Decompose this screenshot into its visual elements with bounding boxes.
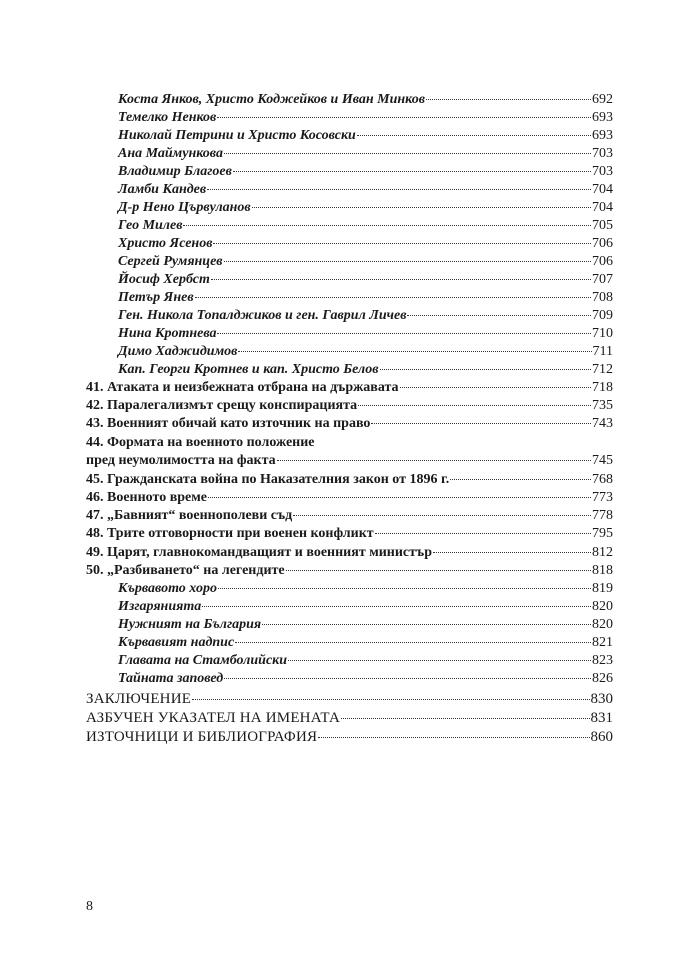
dot-leader: [208, 497, 591, 498]
dot-leader: [400, 387, 591, 388]
toc-entry-label: Петър Янев: [118, 290, 194, 305]
toc-entry-page: 821: [592, 635, 613, 650]
toc-entry-page: 703: [592, 164, 613, 179]
toc-entry-page: 707: [592, 272, 613, 287]
toc-entry: [118, 235, 613, 253]
toc-entry-page: 708: [592, 290, 613, 305]
toc-entry: [118, 109, 613, 127]
toc-entry: [118, 325, 613, 343]
dot-leader: [380, 369, 592, 370]
toc-entry: [86, 525, 613, 543]
toc-entry: [118, 289, 613, 307]
dot-leader: [371, 423, 591, 424]
toc-entry-label: Николай Петрини и Христо Косовски: [118, 128, 356, 143]
dot-leader: [286, 570, 591, 571]
toc-entry: [118, 253, 613, 271]
toc-entry-page: 710: [592, 326, 613, 341]
toc-entry-label: 50. „Разбиването“ на легендите: [86, 563, 285, 578]
toc-entry: [118, 145, 613, 163]
toc-entry-page: 826: [592, 671, 613, 686]
toc-entry: [86, 709, 613, 727]
toc-entry-label: 42. Паралегализмът срещу конспирацията: [86, 398, 358, 413]
dot-leader: [202, 606, 591, 607]
dot-leader: [213, 243, 591, 244]
toc-entry-label: Нина Кротнева: [118, 326, 217, 341]
toc-entry-label: ИЗТОЧНИЦИ И БИБЛИОГРАФИЯ: [86, 729, 318, 745]
toc-entry: [118, 127, 613, 145]
toc-entry-label: Кап. Георги Кротнев и кап. Христо Белов: [118, 362, 379, 377]
toc-entry-page: 712: [592, 362, 613, 377]
page-number: 8: [86, 899, 93, 914]
toc-entry-page: 812: [592, 545, 613, 560]
toc-entry: [118, 652, 613, 670]
toc-entry: [86, 452, 613, 470]
toc-entry-label: 47. „Бавният“ военнополеви съд: [86, 508, 293, 523]
toc-entry: [86, 690, 613, 708]
dot-leader: [426, 99, 591, 100]
toc-entry: [118, 307, 613, 325]
dot-leader: [224, 153, 591, 154]
toc-entry-page: 745: [592, 453, 613, 468]
toc-entry-label: Д-р Нено Цървуланов: [118, 200, 251, 215]
dot-leader: [192, 699, 589, 700]
toc-entry-label: Ламби Кандев: [118, 182, 207, 197]
dot-leader: [217, 117, 591, 118]
toc-entry: [86, 434, 315, 452]
toc-entry-page: 831: [590, 710, 613, 726]
dot-leader: [224, 261, 591, 262]
toc-entry: [118, 91, 613, 109]
dot-leader: [293, 515, 591, 516]
toc-entry-label: Сергей Румянцев: [118, 254, 223, 269]
toc-entry-label: 46. Военното време: [86, 490, 208, 505]
toc-entry-label: Изгарянията: [118, 599, 202, 614]
toc-entry-label: Коста Янков, Христо Коджейков и Иван Минков: [118, 92, 425, 107]
toc-entry: [118, 343, 613, 361]
toc-entry: [118, 580, 613, 598]
dot-leader: [183, 225, 591, 226]
toc-entry-label: АЗБУЧЕН УКАЗАТЕЛ НА ИМЕНАТА: [86, 710, 341, 726]
toc-entry-page: 711: [592, 344, 613, 359]
toc-entry-label: Димо Хаджидимов: [118, 344, 238, 359]
toc-entry: [118, 199, 613, 217]
dot-leader: [318, 737, 589, 738]
toc-entry-page: 795: [592, 526, 613, 541]
toc-entry-page: 692: [592, 92, 613, 107]
dot-leader: [357, 135, 591, 136]
dot-leader: [235, 642, 591, 643]
toc-entry-label: 45. Гражданската война по Наказателния закон от 1896 г.: [86, 472, 450, 487]
dot-leader: [433, 552, 591, 553]
dot-leader: [238, 351, 591, 352]
toc-entry-page: 820: [592, 599, 613, 614]
toc-entry: [118, 163, 613, 181]
toc-entry: [86, 397, 613, 415]
toc-entry-label: Христо Ясенов: [118, 236, 213, 251]
toc-entry-page: 820: [592, 617, 613, 632]
toc-entry-page: 819: [592, 581, 613, 596]
toc-entry: [118, 361, 613, 379]
toc-entry-label: Гео Милев: [118, 218, 183, 233]
dot-leader: [375, 533, 591, 534]
toc-entry: [118, 217, 613, 235]
toc-entry-page: 818: [592, 563, 613, 578]
dot-leader: [407, 315, 591, 316]
toc-entry-label: ЗАКЛЮЧЕНИЕ: [86, 691, 192, 707]
dot-leader: [224, 678, 591, 679]
toc-entry-page: 860: [590, 729, 613, 745]
toc-entry-page: 693: [592, 128, 613, 143]
toc-entry: [86, 562, 613, 580]
toc-entry-page: 693: [592, 110, 613, 125]
toc-entry-label: Главата на Стамболийски: [118, 653, 288, 668]
toc-entry-label: 49. Царят, главнокомандващият и военният министър: [86, 545, 432, 560]
toc-entry-page: 773: [592, 490, 613, 505]
toc-entry: [118, 181, 613, 199]
toc-entry-page: 703: [592, 146, 613, 161]
toc-entry-label: 43. Военният обичай като източник на право: [86, 416, 371, 431]
toc-entry-page: 768: [592, 472, 613, 487]
toc-entry: [86, 471, 613, 489]
toc-entry-label: 41. Атаката и неизбежната отбрана на държавата: [86, 380, 399, 395]
dot-leader: [277, 460, 591, 461]
toc-entry-page: 706: [592, 236, 613, 251]
toc-entry-label: Нужният на България: [118, 617, 262, 632]
toc-entry-label: пред неумолимостта на факта: [86, 453, 276, 468]
toc-entry-label: Тайната заповед: [118, 671, 224, 686]
dot-leader: [211, 279, 591, 280]
toc-entry-label: Кървавото хоро: [118, 581, 217, 596]
toc-entry: [118, 616, 613, 634]
toc-entry-page: 704: [592, 182, 613, 197]
dot-leader: [358, 405, 591, 406]
toc-entry: [86, 415, 613, 433]
toc-entry-page: 830: [590, 691, 613, 707]
toc-entry-page: 823: [592, 653, 613, 668]
dot-leader: [217, 333, 591, 334]
toc-entry-label: 48. Трите отговорности при военен конфликт: [86, 526, 374, 541]
toc-entry: [86, 544, 613, 562]
dot-leader: [252, 207, 591, 208]
toc-entry-page: 706: [592, 254, 613, 269]
toc-entry-label: Ген. Никола Топалджиков и ген. Гаврил Личев: [118, 308, 407, 323]
dot-leader: [218, 588, 591, 589]
toc-entry-label: Темелко Ненков: [118, 110, 217, 125]
toc-entry-label: Йосиф Хербст: [118, 272, 210, 287]
toc-entry-page: 709: [592, 308, 613, 323]
toc-entry-page: 705: [592, 218, 613, 233]
dot-leader: [195, 297, 591, 298]
toc-entry-label: 44. Формата на военното положение: [86, 435, 315, 450]
toc-entry: [118, 670, 613, 688]
dot-leader: [450, 479, 591, 480]
dot-leader: [341, 718, 589, 719]
toc-entry: [118, 634, 613, 652]
toc-entry-label: Кървавият надпис: [118, 635, 235, 650]
dot-leader: [262, 624, 591, 625]
toc-entry-label: Ана Маймункова: [118, 146, 223, 161]
toc-entry: [118, 271, 613, 289]
toc-entry: [86, 728, 613, 746]
dot-leader: [233, 171, 591, 172]
toc-entry-page: 743: [592, 416, 613, 431]
toc-entry-label: Владимир Благоев: [118, 164, 232, 179]
toc-entry: [118, 598, 613, 616]
dot-leader: [207, 189, 591, 190]
toc-entry-page: 718: [592, 380, 613, 395]
toc-entry: [86, 507, 613, 525]
toc-entry: [86, 379, 613, 397]
toc-entry-page: 704: [592, 200, 613, 215]
toc-entry: [86, 489, 613, 507]
dot-leader: [288, 660, 591, 661]
toc-entry-page: 778: [592, 508, 613, 523]
toc-entry-page: 735: [592, 398, 613, 413]
